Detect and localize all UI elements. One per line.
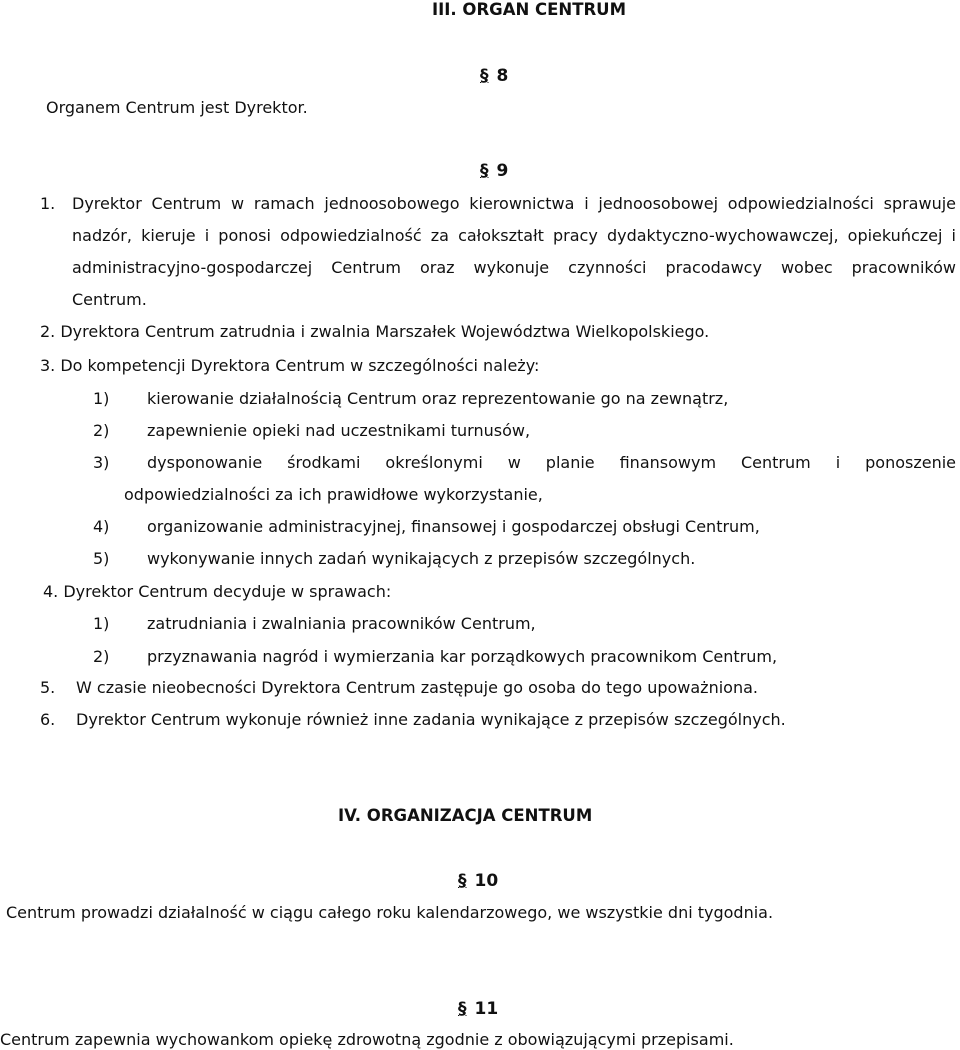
item-2: 2. Dyrektora Centrum zatrudnia i zwalnia Marszałek Województwa Wielkopolskiego. [40, 322, 710, 341]
item-5-text: W czasie nieobecności Dyrektora Centrum zastępuje go osoba do tego upoważniona. [76, 678, 758, 697]
section-sign-icon: § [480, 66, 489, 86]
item-1-line-1: Dyrektor Centrum w ramach jednoosobowego kierownictwa i jednoosobowej odpowiedzialności sprawuje [72, 194, 956, 213]
list-item: 5) wykonywanie innych zadań wynikających z przepisów szczególnych. [93, 549, 696, 568]
list-item: 1) zatrudniania i zwalniania pracowników Centrum, [93, 614, 536, 633]
paragraph-11-heading [458, 999, 498, 1019]
paragraph-11-text: Centrum zapewnia wychowankom opiekę zdrowotną zgodnie z obowiązującymi przepisami. [0, 1030, 734, 1049]
item-5-number: 5. [40, 678, 56, 697]
item-1-line-4: Centrum. [72, 290, 147, 309]
item-3-intro: 3. Do kompetencji Dyrektora Centrum w szczególności należy: [40, 356, 540, 375]
list-item: 1) kierowanie działalnością Centrum oraz reprezentowanie go na zewnątrz, [93, 389, 729, 408]
organ-text: Organem Centrum jest Dyrektor. [46, 98, 308, 117]
paragraph-number: 10 [474, 871, 499, 891]
section-title-iv: IV. ORGANIZACJA CENTRUM [338, 806, 593, 825]
paragraph-10-heading [458, 871, 498, 891]
section-sign-icon: § [458, 871, 467, 891]
paragraph-8-heading [480, 66, 508, 86]
list-item: dysponowanie środkami określonymi w planie finansowym Centrum i ponoszenie [147, 453, 956, 472]
section-title-iii: III. ORGAN CENTRUM [432, 0, 626, 19]
item-4-intro: 4. Dyrektor Centrum decyduje w sprawach: [43, 582, 392, 601]
section-sign-icon: § [458, 999, 467, 1019]
paragraph-9-heading [480, 161, 508, 181]
item-6-number: 6. [40, 710, 56, 729]
item-6-text: Dyrektor Centrum wykonuje również inne zadania wynikające z przepisów szczególnych. [76, 710, 786, 729]
section-sign-icon: § [480, 161, 489, 181]
list-item: 2) zapewnienie opieki nad uczestnikami turnusów, [93, 421, 531, 440]
item-1-line-3: administracyjno-gospodarczej Centrum oraz wykonuje czynności pracodawcy wobec pracowników [72, 258, 956, 277]
item-1-line-2: nadzór, kieruje i ponosi odpowiedzialność za całokształt pracy dydaktyczno-wychowawczej, opiekuńczej i [72, 226, 956, 245]
list-item: 2) przyznawania nagród i wymierzania kar porządkowych pracownikom Centrum, [93, 647, 778, 666]
list-item-number: 3) [93, 453, 110, 472]
paragraph-number: 11 [474, 999, 499, 1019]
list-item-continuation: odpowiedzialności za ich prawidłowe wykorzystanie, [124, 485, 543, 504]
item-1-number: 1. [40, 194, 56, 213]
paragraph-number: 9 [496, 161, 509, 181]
list-item: 4) organizowanie administracyjnej, finansowej i gospodarczej obsługi Centrum, [93, 517, 760, 536]
paragraph-number: 8 [496, 66, 509, 86]
paragraph-10-text: Centrum prowadzi działalność w ciągu całego roku kalendarzowego, we wszystkie dni tygodnia. [6, 903, 774, 922]
